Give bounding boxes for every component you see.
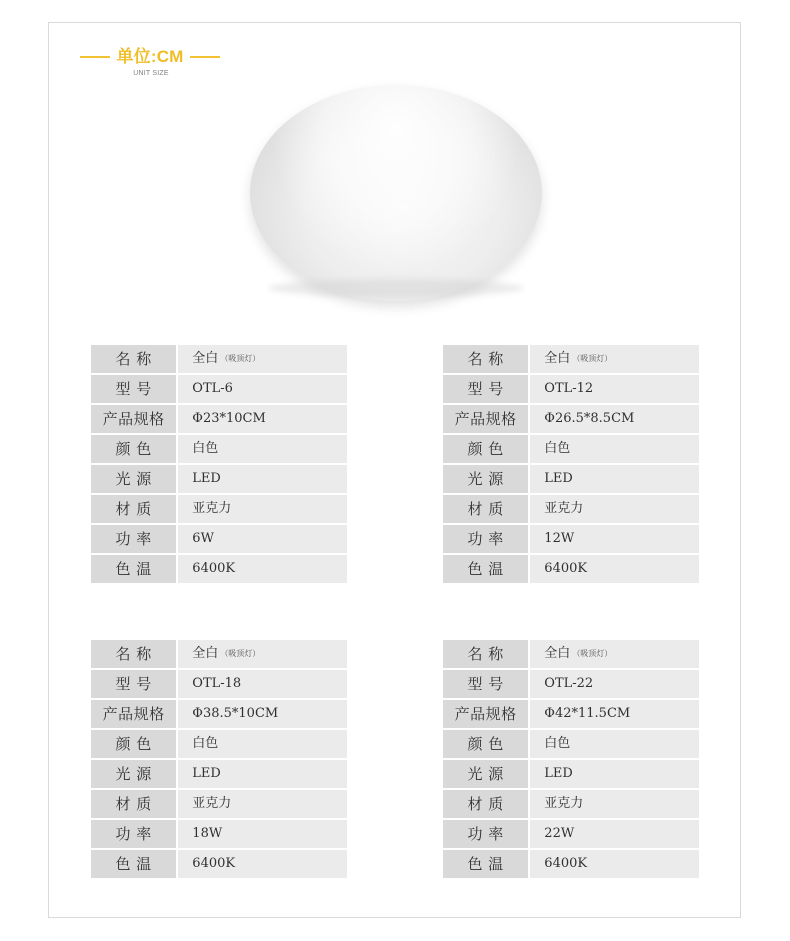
spec-row: [91, 670, 347, 698]
spec-label: 名 称: [443, 345, 528, 373]
spec-value-text: 全白: [544, 351, 571, 366]
spec-value-text: OTL-18: [192, 676, 242, 691]
spec-table-4: [443, 640, 699, 878]
spec-value: [178, 820, 347, 848]
spec-value: [178, 555, 347, 583]
spec-value-text: 亚克力: [544, 796, 584, 811]
spec-label: 型 号: [443, 670, 528, 698]
spec-value: [530, 760, 699, 788]
spec-label: 产品规格: [443, 700, 528, 728]
spec-value: [530, 465, 699, 493]
spec-label: 光 源: [91, 760, 176, 788]
spec-row: [91, 790, 347, 818]
spec-value: [178, 640, 347, 668]
unit-decor-line-left: [80, 56, 110, 58]
spec-label: 色 温: [91, 555, 176, 583]
spec-value-text: LED: [544, 766, 573, 781]
spec-row: [443, 640, 699, 668]
spec-value-text: 18W: [192, 826, 223, 841]
spec-label: 材 质: [91, 495, 176, 523]
spec-value-note: （吸顶灯）: [220, 649, 261, 658]
spec-label: 型 号: [91, 375, 176, 403]
spec-value: [530, 700, 699, 728]
spec-value-text: LED: [544, 471, 573, 486]
spec-label: 颜 色: [91, 730, 176, 758]
spec-value-text: Φ23*10CM: [192, 411, 266, 426]
spec-value: [530, 790, 699, 818]
unit-subtitle: UNIT SIZE: [133, 70, 169, 77]
spec-row: [91, 405, 347, 433]
spec-value: [530, 405, 699, 433]
unit-decor-line-right: [190, 56, 220, 58]
spec-label: 功 率: [91, 820, 176, 848]
spec-row: [91, 820, 347, 848]
spec-label: 名 称: [91, 345, 176, 373]
spec-value: [178, 760, 347, 788]
spec-label: 颜 色: [443, 435, 528, 463]
spec-table-1: [91, 345, 347, 583]
spec-row: [91, 525, 347, 553]
spec-row: [443, 700, 699, 728]
spec-value-text: 22W: [544, 826, 575, 841]
spec-value: [178, 790, 347, 818]
spec-table-2: [443, 345, 699, 583]
spec-value: [178, 345, 347, 373]
spec-label: 色 温: [443, 555, 528, 583]
spec-row: [443, 850, 699, 878]
spec-row: [443, 345, 699, 373]
spec-value: [178, 435, 347, 463]
spec-row: [443, 730, 699, 758]
spec-value-text: 全白: [192, 351, 219, 366]
spec-row: [443, 555, 699, 583]
spec-value-text: 6400K: [192, 561, 236, 576]
spec-value: [178, 495, 347, 523]
spec-row: [91, 555, 347, 583]
spec-value: [178, 670, 347, 698]
spec-value: [530, 525, 699, 553]
spec-value: [178, 730, 347, 758]
spec-value-text: LED: [192, 766, 221, 781]
spec-value-text: 全白: [192, 646, 219, 661]
spec-value: [178, 525, 347, 553]
spec-value: [178, 700, 347, 728]
spec-row: [443, 760, 699, 788]
spec-label: 产品规格: [443, 405, 528, 433]
unit-header: [80, 45, 220, 85]
spec-row: [91, 760, 347, 788]
spec-value-text: 6400K: [544, 561, 588, 576]
unit-title: 单位:CM: [116, 47, 184, 66]
spec-label: 产品规格: [91, 700, 176, 728]
spec-label: 功 率: [443, 820, 528, 848]
spec-value: [530, 375, 699, 403]
spec-value-text: 全白: [544, 646, 571, 661]
spec-label: 材 质: [443, 790, 528, 818]
spec-value-text: 白色: [192, 441, 219, 456]
spec-value: [530, 670, 699, 698]
spec-table-3: [91, 640, 347, 878]
spec-row: [91, 730, 347, 758]
spec-value-text: Φ42*11.5CM: [544, 706, 631, 721]
spec-label: 型 号: [443, 375, 528, 403]
spec-row: [91, 375, 347, 403]
spec-value-text: OTL-22: [544, 676, 594, 691]
spec-value: [530, 730, 699, 758]
spec-label: 颜 色: [91, 435, 176, 463]
spec-label: 型 号: [91, 670, 176, 698]
spec-value-note: （吸顶灯）: [220, 354, 261, 363]
spec-row: [443, 820, 699, 848]
spec-row: [91, 850, 347, 878]
spec-value-text: 6400K: [192, 856, 236, 871]
spec-value-note: （吸顶灯）: [572, 649, 613, 658]
spec-value: [530, 555, 699, 583]
spec-value-text: 亚克力: [192, 796, 232, 811]
spec-row: [443, 405, 699, 433]
spec-value-text: 白色: [544, 736, 571, 751]
spec-value: [178, 375, 347, 403]
spec-row: [443, 435, 699, 463]
spec-value-text: 亚克力: [544, 501, 584, 516]
spec-value-text: 白色: [544, 441, 571, 456]
spec-label: 产品规格: [91, 405, 176, 433]
spec-label: 材 质: [443, 495, 528, 523]
spec-value-text: OTL-12: [544, 381, 594, 396]
spec-row: [443, 375, 699, 403]
spec-value-text: 6W: [192, 531, 214, 546]
spec-value-text: 6400K: [544, 856, 588, 871]
spec-label: 颜 色: [443, 730, 528, 758]
spec-value: [530, 820, 699, 848]
spec-label: 光 源: [443, 760, 528, 788]
spec-value: [530, 435, 699, 463]
spec-label: 功 率: [91, 525, 176, 553]
spec-value: [530, 495, 699, 523]
spec-label: 名 称: [91, 640, 176, 668]
spec-value-text: 白色: [192, 736, 219, 751]
spec-row: [443, 525, 699, 553]
spec-row: [443, 790, 699, 818]
spec-row: [91, 640, 347, 668]
spec-value: [178, 405, 347, 433]
spec-value-text: 12W: [544, 531, 575, 546]
spec-value-text: Φ26.5*8.5CM: [544, 411, 635, 426]
spec-row: [443, 670, 699, 698]
spec-label: 光 源: [443, 465, 528, 493]
spec-label: 色 温: [443, 850, 528, 878]
spec-row: [91, 700, 347, 728]
spec-value: [178, 850, 347, 878]
spec-value-text: OTL-6: [192, 381, 233, 396]
spec-row: [91, 465, 347, 493]
spec-label: 名 称: [443, 640, 528, 668]
spec-row: [91, 345, 347, 373]
spec-value: [530, 850, 699, 878]
spec-label: 材 质: [91, 790, 176, 818]
spec-label: 光 源: [91, 465, 176, 493]
spec-row: [91, 495, 347, 523]
spec-value: [530, 640, 699, 668]
spec-value-text: 亚克力: [192, 501, 232, 516]
spec-value: [530, 345, 699, 373]
ceiling-lamp-image: [250, 85, 542, 301]
spec-row: [91, 435, 347, 463]
spec-value-note: （吸顶灯）: [572, 354, 613, 363]
spec-row: [443, 495, 699, 523]
spec-label: 色 温: [91, 850, 176, 878]
spec-value-text: LED: [192, 471, 221, 486]
spec-label: 功 率: [443, 525, 528, 553]
spec-value-text: Φ38.5*10CM: [192, 706, 279, 721]
spec-value: [178, 465, 347, 493]
spec-row: [443, 465, 699, 493]
